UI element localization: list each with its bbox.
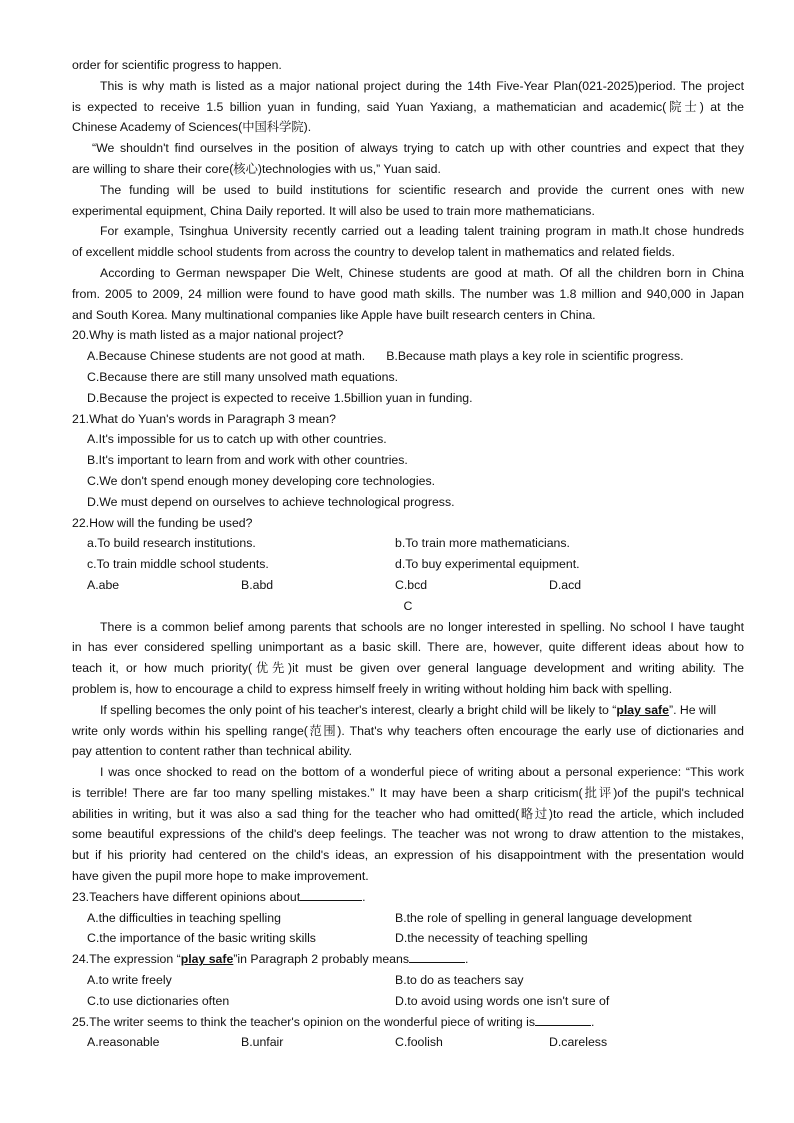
option-22b[interactable]: B.abd: [241, 577, 274, 592]
passage-b-line: is expected to receive 1.5 billion yuan in funding, said Yuan Yaxiang, a mathematician and academic(院士) at the: [72, 99, 744, 114]
question-24-end: .: [465, 952, 469, 967]
passage-b-line: order for scientific progress to happen.: [72, 58, 282, 72]
statement-22b: b.To train more mathematicians.: [395, 536, 570, 551]
option-20a[interactable]: A.Because Chinese students are not good at math.: [87, 349, 366, 364]
question-20-options-ab: [72, 346, 744, 367]
passage-c-line: in has ever considered spelling unimportant as a basic skill. There are, however, quite different ideas about how to: [72, 640, 744, 655]
option-21c[interactable]: C.We don't spend enough money developing core technologies.: [87, 473, 436, 488]
option-22c[interactable]: C.bcd: [395, 577, 428, 592]
option-23c[interactable]: C.the importance of the basic writing skills: [87, 931, 316, 946]
question-23-options-cd: [72, 928, 744, 949]
question-25-end: .: [591, 1014, 595, 1029]
question-24-text: ”in Paragraph 2 probably means: [233, 952, 410, 967]
section-label: C: [403, 598, 413, 613]
question-23-end: .: [362, 889, 366, 904]
passage-c-line: is terrible! There are far too many spelling mistakes.” It may have been a sharp criticism(批评)of the pupil's technical: [72, 785, 744, 800]
passage-c-text: ”. He will: [668, 702, 717, 717]
question-24-stem: [72, 949, 744, 970]
option-22d[interactable]: D.acd: [549, 577, 582, 592]
option-24c[interactable]: C.to use dictionaries often: [87, 993, 230, 1008]
question-22-options: [72, 575, 744, 596]
answer-blank[interactable]: [300, 888, 362, 901]
passage-c-line: abilities in writing, but it was also a sad thing for the teacher who had omitted(略过)to read the article, which included: [72, 806, 744, 821]
passage-c-text: If spelling becomes the only point of his teacher's interest, clearly a bright child will be likely to “: [100, 702, 617, 717]
answer-blank[interactable]: [535, 1013, 591, 1026]
passage-b-line: experimental equipment, China Daily reported. It will also be used to train more mathematicians.: [72, 203, 595, 218]
passage-c-line: have given the pupil more hope to make improvement.: [72, 869, 369, 884]
option-21b[interactable]: B.It's important to learn from and work with other countries.: [87, 453, 408, 468]
option-21d[interactable]: D.We must depend on ourselves to achieve technological progress.: [87, 494, 455, 509]
option-20b[interactable]: B.Because math plays a key role in scientific progress.: [386, 349, 684, 364]
question-25-options: [72, 1032, 744, 1053]
option-25a[interactable]: A.reasonable: [87, 1035, 160, 1050]
exam-page: [72, 55, 744, 1053]
question-23-text: 23.Teachers have different opinions about: [72, 889, 301, 904]
option-24a[interactable]: A.to write freely: [87, 973, 172, 988]
option-20d[interactable]: D.Because the project is expected to receive 1.5billion yuan in funding.: [87, 390, 473, 405]
passage-b-line: from. 2005 to 2009, 24 million were found to have good math skills. The number was 1.8 million and 940,000 in Japan: [72, 286, 744, 301]
question-23-options-ab: [72, 908, 744, 929]
option-23a[interactable]: A.the difficulties in teaching spelling: [87, 910, 281, 925]
statement-22c: c.To train middle school students.: [87, 557, 269, 572]
option-23d[interactable]: D.the necessity of teaching spelling: [395, 931, 588, 946]
question-24-text: 24.The expression “: [72, 952, 181, 967]
question-24-options-cd: [72, 991, 744, 1012]
question-22-statements-cd: [72, 554, 744, 575]
option-24b[interactable]: B.to do as teachers say: [395, 973, 524, 988]
passage-c-line: problem is, how to encourage a child to express himself freely in writing without holding him back with spelling.: [72, 681, 673, 696]
passage-c-line: some beautiful expressions of the child's deep feelings. The teacher was not wrong to draw attention to the mistakes,: [72, 827, 744, 842]
passage-b-line: For example, Tsinghua University recently carried out a leading talent training program in math.It chose hundreds: [100, 224, 744, 239]
question-25-stem: [72, 1012, 744, 1033]
passage-b-line: The funding will be used to build institutions for scientific research and provide the current ones with new: [100, 182, 744, 197]
question-23-stem: [72, 887, 744, 908]
statement-22d: d.To buy experimental equipment.: [395, 557, 580, 572]
question-20-stem: 20.Why is math listed as a major national project?: [72, 328, 344, 343]
passage-c-line: There is a common belief among parents that schools are no longer interested in spelling. No school I have taught: [100, 619, 744, 634]
option-22a[interactable]: A.abe: [87, 577, 120, 592]
passage-b-line: of excellent middle school students from across the country to develop talent in mathematics and related fields.: [72, 245, 675, 260]
question-24-options-ab: [72, 970, 744, 991]
passage-b-line: According to German newspaper Die Welt, Chinese students are good at math. Of all the children born in China: [100, 265, 744, 280]
passage-c-line: [72, 700, 744, 721]
answer-blank[interactable]: [409, 950, 465, 963]
play-safe-phrase: play safe: [616, 702, 669, 717]
question-22-statements-ab: [72, 533, 744, 554]
passage-b-line: This is why math is listed as a major national project during the 14th Five-Year Plan(021-2025)period. The project: [100, 78, 744, 93]
option-25d[interactable]: D.careless: [549, 1035, 608, 1050]
passage-b-line: are willing to share their core(核心)technologies with us,” Yuan said.: [72, 161, 441, 176]
statement-22a: a.To build research institutions.: [87, 536, 256, 551]
passage-c-line: pay attention to content rather than technical ability.: [72, 744, 353, 759]
option-23b[interactable]: B.the role of spelling in general language development: [395, 910, 692, 925]
passage-c-line: write only words within his spelling range(范围). That's why teachers often encourage the early use of dictionaries and: [72, 723, 744, 738]
passage-c-line: I was once shocked to read on the bottom of a wonderful piece of writing about a personal experience: “This work: [100, 765, 744, 780]
question-21-stem: 21.What do Yuan's words in Paragraph 3 mean?: [72, 411, 336, 426]
passage-c-line: teach it, or how much priority(优先)it must be given over general language development and writing ability. The: [72, 661, 744, 676]
passage-b-line: Chinese Academy of Sciences(中国科学院).: [72, 120, 312, 135]
play-safe-phrase: play safe: [180, 952, 234, 967]
option-25b[interactable]: B.unfair: [241, 1035, 284, 1050]
passage-b-line: and South Korea. Many multinational companies like Apple have built research centers in China.: [72, 307, 596, 322]
passage-c-line: but if his priority had centered on the child's ideas, an expression of his disappointment with the presentation would: [72, 848, 744, 863]
question-25-text: 25.The writer seems to think the teacher's opinion on the wonderful piece of writing is: [72, 1014, 536, 1029]
option-20c[interactable]: C.Because there are still many unsolved math equations.: [87, 369, 399, 384]
option-21a[interactable]: A.It's impossible for us to catch up with other countries.: [87, 432, 387, 447]
option-25c[interactable]: C.foolish: [395, 1035, 443, 1050]
question-22-stem: 22.How will the funding be used?: [72, 515, 253, 530]
option-24d[interactable]: D.to avoid using words one isn't sure of: [395, 993, 610, 1008]
passage-b-line: “We shouldn't find ourselves in the position of always trying to catch up with other countries and expect that they: [92, 141, 744, 156]
